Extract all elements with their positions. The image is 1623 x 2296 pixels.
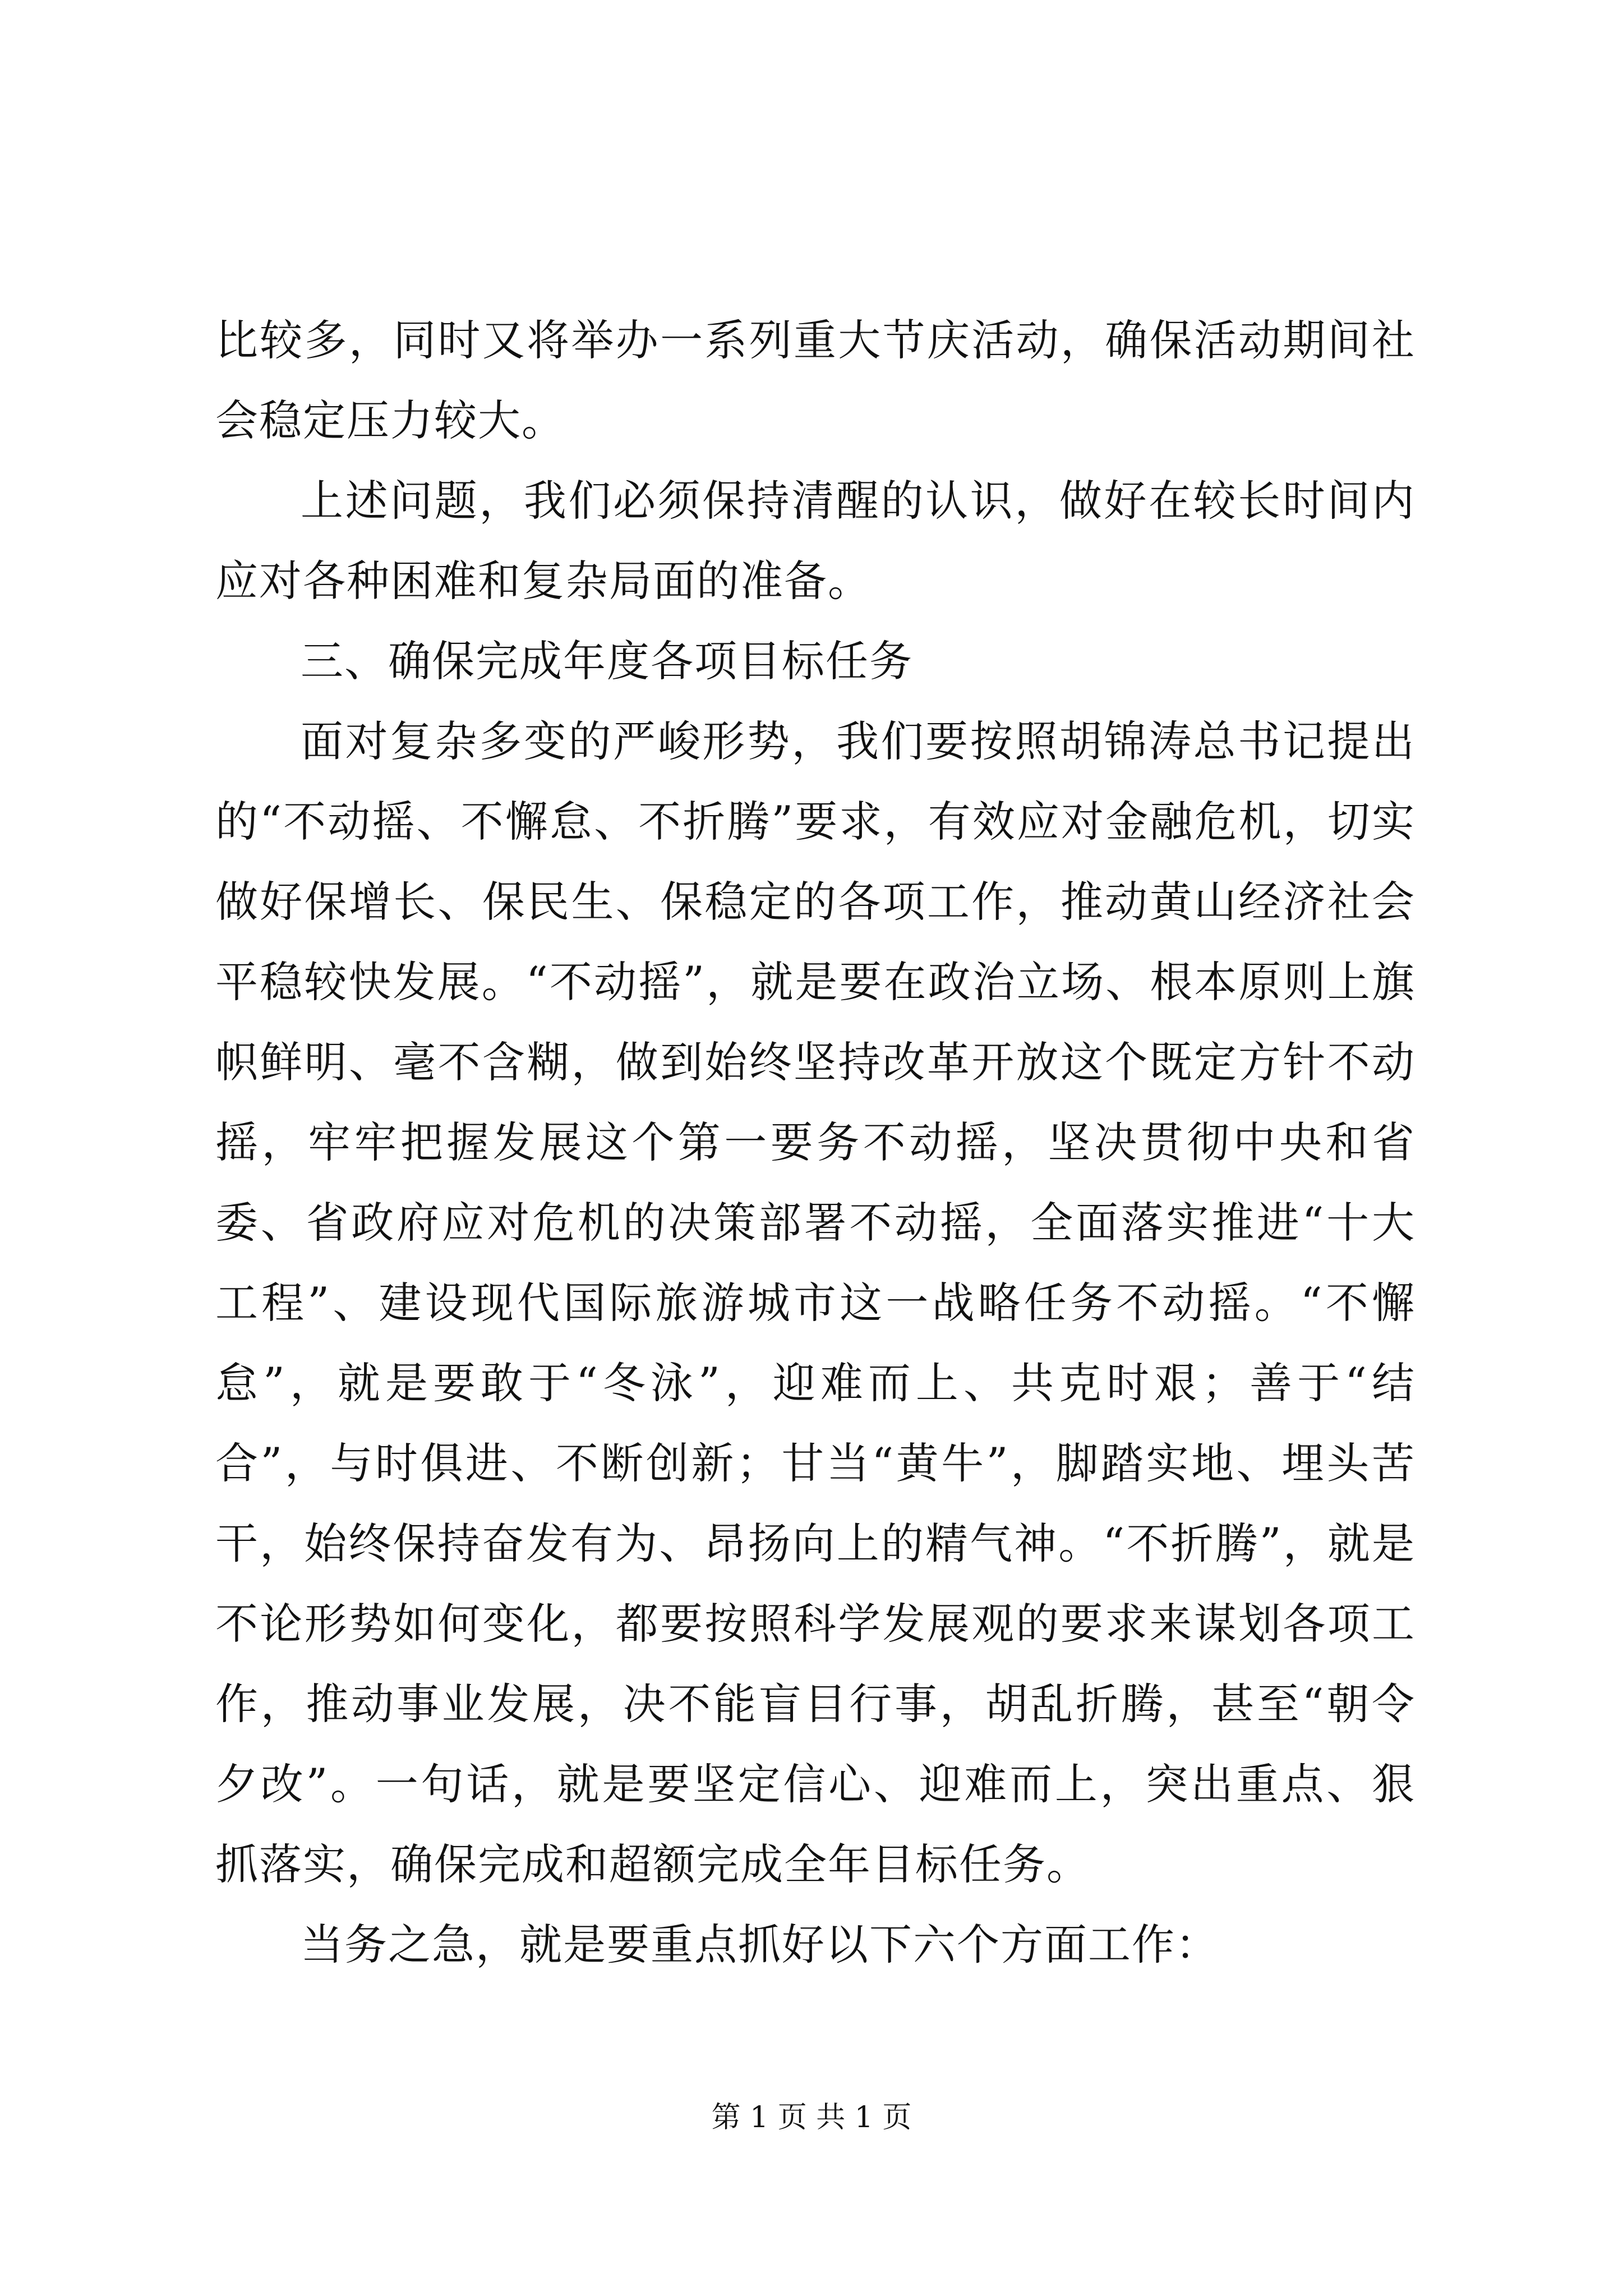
paragraph-awareness: 上述问题，我们必须保持清醒的认识，做好在较长时间内应对各种困难和复杂局面的准备。 (215, 476, 1415, 606)
document-body (215, 300, 1415, 1985)
paragraph-main: 面对复杂多变的严峻形势，我们要按照胡锦涛总书记提出的“不动摇、不懈怠、不折腾”要求，有效应对金融危机，切实做好保增长、保民生、保稳定的各项工作，推动黄山经济社会平稳较快发展。“不动摇”，就是要在政治立场、根本原则上旗帜鲜明、毫不含糊，做到始终坚持改革开放这个既定方针不动摇，牢牢把握发展这个第一要务不动摇，坚决贯彻中央和省委、省政府应对危机的决策部署不动摇，全面落实推进“十大工程”、建设现代国际旅游城市这一战略任务不动摇。“不懈怠”，就是要敢于“冬泳”，迎难而上、共克时艰；善于“结合”，与时俱进、不断创新；甘当“黄牛”，脚踏实地、埋头苦干，始终保持奋发有为、昂扬向上的精气神。“不折腾”，就是不论形势如何变化，都要按照科学发展观的要求来谋划各项工作，推动事业发展，决不能盲目行事，胡乱折腾，甚至“朝令夕改”。一句话，就是要坚定信心、迎难而上，突出重点、狠抓落实，确保完成和超额完成全年目标任务。 (215, 716, 1415, 1889)
page-footer: 第 1 页 共 1 页 (711, 2101, 912, 2134)
section-heading: 三、确保完成年度各项目标任务 (301, 636, 913, 686)
paragraph-priorities: 当务之急，就是要重点抓好以下六个方面工作： (301, 1920, 1219, 1970)
paragraph-continuation: 比较多，同时又将举办一系列重大节庆活动，确保活动期间社会稳定压力较大。 (215, 315, 1415, 445)
